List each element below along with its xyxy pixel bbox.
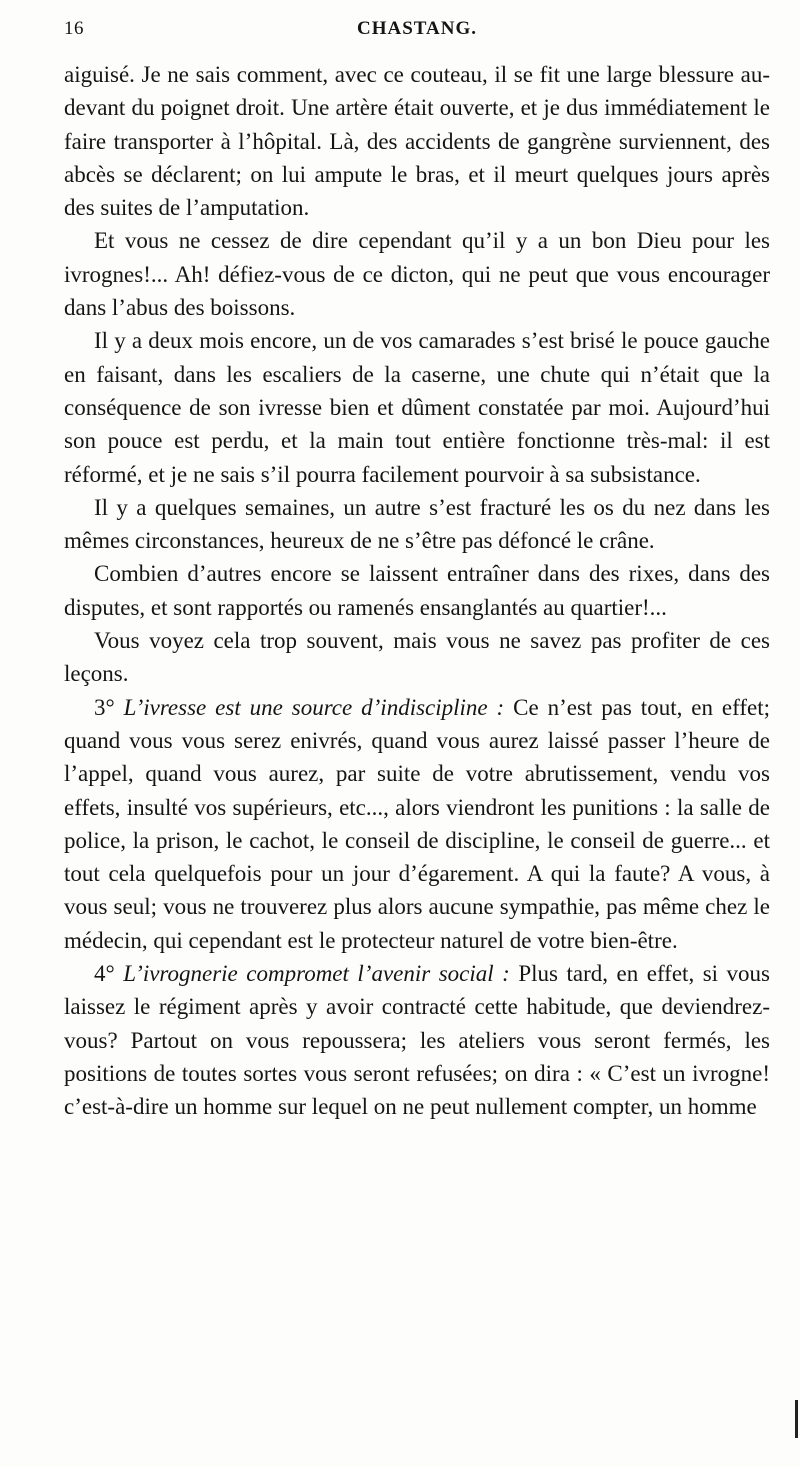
page-number: 16 (64, 18, 84, 39)
paragraph-lecons: Vous voyez cela trop souvent, mais vous ne savez pas profiter de ces leçons. (64, 628, 770, 687)
section-paragraph-3 (64, 691, 770, 957)
paragraph-pouce: Il y a deux mois encore, un de vos camarades s’est brisé le pouce gauche en faisant, dans les escaliers de la caserne, une chute qui n’était que la conséquence de son ivresse bien et dûment constatée par moi. Aujourd’hui son pouce est perdu, et la main tout entière fonctionne très-mal: il est réformé, et je ne sais s’il pourra facilement pourvoir à sa subsistance. (64, 328, 770, 487)
section-title: L’ivrognerie compromet l’avenir social : (123, 961, 510, 987)
section-text: Plus tard, en effet, si vous laissez le régiment après y avoir contracté cette habitude, que deviendrez-vous? Partout on vous repoussera; les ateliers vous seront fermés, les positions de toutes sortes vous seront refusées; on dira : « C’est un ivrogne! c’est-à-dire un homme sur lequel on ne peut nullement compter, un homme (64, 961, 771, 1120)
body-text (64, 58, 770, 1124)
running-title: CHASTANG. (356, 18, 478, 39)
section-number: 3° (94, 694, 115, 720)
section-text: Ce n’est pas tout, en effet; quand vous vous serez enivrés, quand vous aurez laissé passer l’heure de l’appel, quand vous aurez, par suite de votre abrutissement, vendu vos effets, insulté vos supérieurs, etc..., alors viendront les punitions : la salle de police, la prison, le cachot, le conseil de discipline, le conseil de guerre... et tout cela quelquefois pour un jour d’égarement. A qui la faute? A vous, à vous seul; vous ne trouverez plus alors aucune sympathie, pas même chez le médecin, qui cependant est le protecteur naturel de votre bien-être. (64, 694, 770, 953)
section-number: 4° (94, 961, 115, 987)
section-paragraph-4 (64, 957, 770, 1123)
running-head (64, 18, 770, 48)
scan-edge-mark (795, 1400, 798, 1438)
section-title: L’ivresse est une source d’indiscipline : (123, 694, 505, 720)
paragraph-dicton: Et vous ne cessez de dire cependant qu’il y a un bon Dieu pour les ivrognes!... Ah! défiez-vous de ce dicton, qui ne peut que vous encourager dans l’abus des boissons. (64, 228, 770, 321)
paragraph-rixes: Combien d’autres encore se laissent entraîner dans des rixes, dans des disputes, et sont rapportés ou ramenés ensanglantés au quartier!... (64, 561, 770, 620)
paragraph-continuation: aiguisé. Je ne sais comment, avec ce couteau, il se fit une large blessure au-devant du poignet droit. Une artère était ouverte, et je dus immédiatement le faire transporter à l’hôpital. Là, des accidents de gangrène surviennent, des abcès se déclarent; on lui ampute le bras, et il meurt quelques jours après des suites de l’amputation. (64, 62, 770, 221)
paragraph-nez: Il y a quelques semaines, un autre s’est fracturé les os du nez dans les mêmes circonstances, heureux de ne s’être pas défoncé le crâne. (64, 494, 770, 554)
